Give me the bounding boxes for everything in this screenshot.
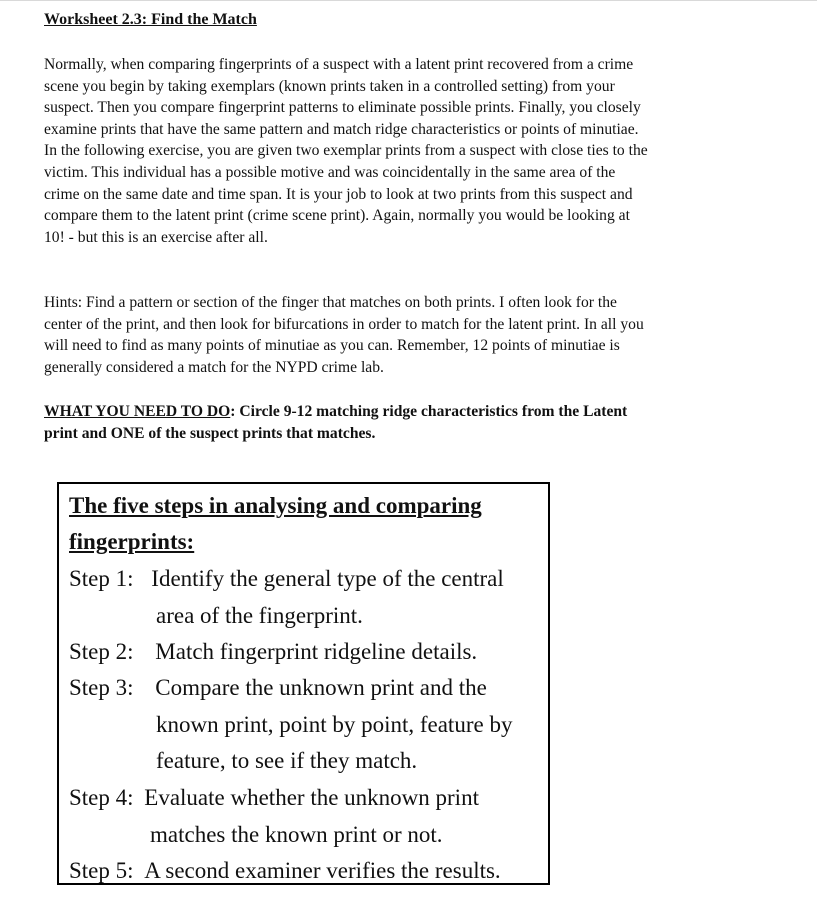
intro-line: Normally, when comparing fingerprints of a suspect with a latent print recovered from a crime — [44, 56, 634, 73]
hints-line: will need to find as many points of minutiae as you can. Remember, 12 points of minutiae is — [44, 337, 620, 355]
step-label: Step 2: — [69, 639, 134, 664]
step-text: area of the fingerprint. — [156, 602, 363, 628]
step-text: feature, to see if they match. — [156, 748, 418, 773]
step-text: matches the known print or not. — [150, 821, 443, 847]
hints-line: generally considered a match for the NYPD crime lab. — [44, 358, 384, 376]
intro-line: victim. This individual has a possible motive and was coincidentally in the same area of the — [44, 163, 616, 181]
task-line: print and ONE of the suspect prints that matches. — [44, 424, 376, 442]
intro-line: scene you begin by taking exemplars (known prints taken in a controlled setting) from your — [44, 77, 615, 95]
task-text: : Circle 9-12 matching ridge characteristics from the Latent — [230, 403, 628, 420]
worksheet-title: Worksheet 2.3: Find the Match — [44, 11, 257, 28]
intro-line: compare them to the latent print (crime scene print). Again, normally you would be looking at — [44, 207, 630, 225]
page-top-border — [0, 0, 817, 1]
task-label: WHAT YOU NEED TO DO — [44, 403, 231, 420]
steps-title-line: The five steps in analysing and comparing — [69, 493, 482, 518]
step-4 — [69, 780, 479, 853]
steps-box — [57, 482, 550, 885]
intro-line: suspect. Then you compare fingerprint patterns to eliminate possible prints. Finally, you closely — [44, 99, 641, 117]
step-text: A second examiner verifies the results. — [144, 858, 501, 883]
step-label: Step 5: — [69, 858, 134, 883]
step-label: Step 1: — [69, 566, 134, 591]
hints-paragraph — [44, 292, 734, 378]
step-5 — [69, 853, 501, 890]
step-label: Step 3: — [69, 675, 134, 700]
steps-title — [69, 488, 482, 560]
step-label: Step 4: — [69, 785, 134, 810]
intro-line: In the following exercise, you are given two exemplar prints from a suspect with close ties to the — [44, 142, 648, 160]
hints-line: center of the print, and then look for bifurcations in order to match for the latent print. In all you — [44, 315, 644, 333]
steps-title-line: fingerprints: — [69, 529, 195, 554]
step-2 — [69, 634, 477, 671]
hints-line: Hints: Find a pattern or section of the finger that matches on both prints. I often look for the — [44, 294, 617, 311]
step-text: Compare the unknown print and the — [155, 675, 487, 700]
task-instructions — [44, 401, 734, 444]
step-text: known print, point by point, feature by — [156, 711, 513, 737]
intro-line: crime on the same date and time span. It is your job to look at two prints from this suspect and — [44, 185, 633, 203]
step-text: Identify the general type of the central — [151, 566, 504, 591]
intro-line: examine prints that have the same pattern and match ridge characteristics or points of minutiae. — [44, 120, 639, 138]
step-text: Evaluate whether the unknown print — [144, 785, 479, 810]
step-3 — [69, 670, 512, 780]
step-1 — [69, 561, 504, 634]
intro-paragraph — [44, 54, 734, 248]
step-text: Match fingerprint ridgeline details. — [155, 639, 478, 664]
intro-line: 10! - but this is an exercise after all. — [44, 228, 268, 246]
task-line — [44, 401, 734, 423]
